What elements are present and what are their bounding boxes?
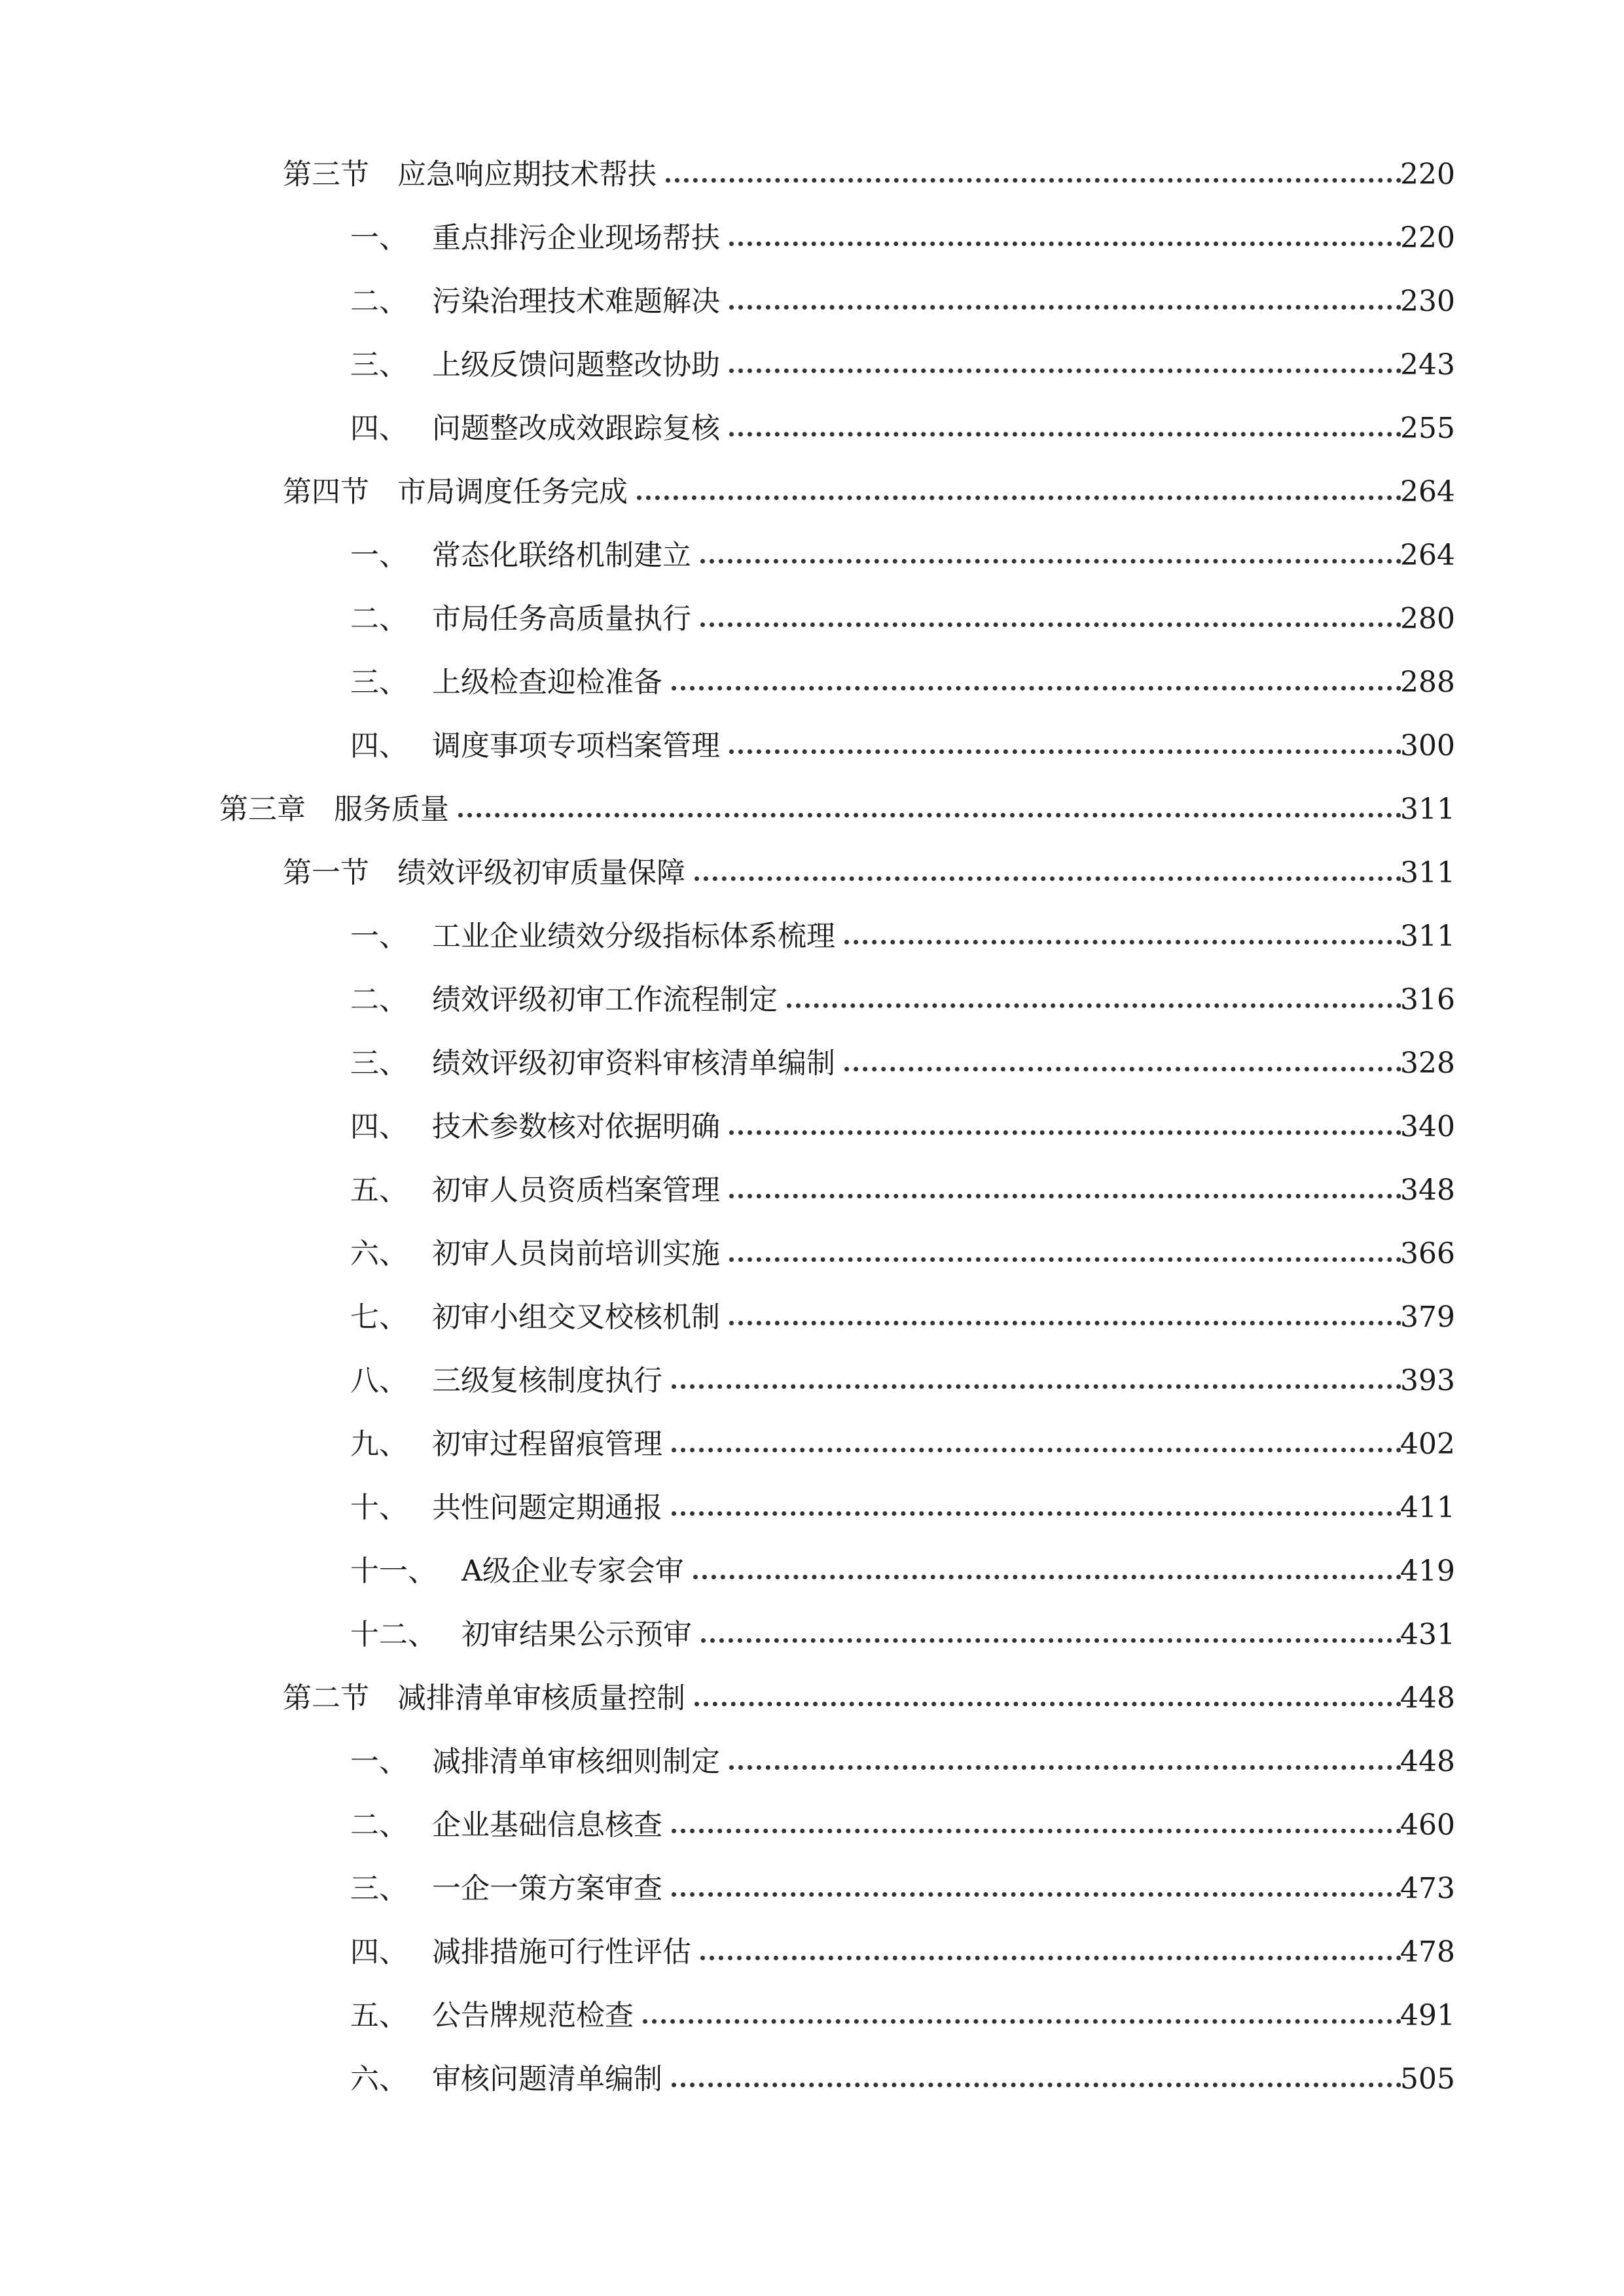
toc-dot-leader [672, 1384, 1401, 1389]
toc-dot-leader [672, 2083, 1401, 2087]
toc-entry-number: 第四节 [283, 475, 369, 509]
toc-entry-page-number: 348 [1400, 1173, 1455, 1207]
toc-entry-item[interactable] [0, 1158, 1624, 1222]
toc-entry-section[interactable] [0, 143, 1624, 206]
toc-entry-label: 初审过程留痕管理 [432, 1427, 662, 1461]
toc-entry-title [350, 1871, 662, 1905]
toc-entry-label: 减排清单审核细则制定 [432, 1744, 720, 1778]
toc-entry-page-number: 448 [1400, 1681, 1455, 1715]
toc-entry-number: 一、 [350, 1744, 408, 1778]
toc-dot-leader [729, 368, 1401, 373]
toc-entry-number: 九、 [350, 1427, 408, 1461]
toc-entry-page-number: 230 [1400, 284, 1455, 318]
toc-entry-title [350, 1935, 691, 1969]
toc-entry-page-number: 311 [1400, 792, 1455, 826]
toc-entry-page-number: 280 [1400, 601, 1455, 636]
toc-entry-label: 上级检查迎检准备 [432, 665, 662, 699]
toc-entry-title [350, 1490, 662, 1524]
toc-entry-item[interactable] [0, 1285, 1624, 1349]
toc-entry-title [350, 1046, 835, 1080]
toc-entry-number: 第三节 [283, 157, 369, 191]
toc-entry-label: 绩效评级初审资料审核清单编制 [432, 1046, 835, 1080]
toc-entry-title [350, 1808, 662, 1842]
toc-dot-leader [666, 178, 1401, 183]
toc-entry-page-number: 473 [1400, 1871, 1455, 1905]
toc-entry-page-number: 411 [1400, 1490, 1455, 1524]
toc-entry-label: 三级复核制度执行 [432, 1363, 662, 1397]
toc-entry-title [219, 792, 449, 826]
toc-entry-title [350, 1236, 720, 1270]
toc-entry-number: 六、 [350, 2062, 408, 2096]
toc-entry-page-number: 288 [1400, 665, 1455, 699]
toc-entry-number: 四、 [350, 1935, 408, 1969]
toc-entry-item[interactable] [0, 333, 1624, 397]
toc-entry-number: 八、 [350, 1363, 408, 1397]
toc-dot-leader [672, 686, 1401, 691]
toc-entry-title [350, 221, 720, 255]
toc-entry-title [350, 1109, 720, 1143]
table-of-contents [0, 143, 1624, 2111]
toc-entry-item[interactable] [0, 1603, 1624, 1666]
toc-entry-label: 服务质量 [334, 792, 449, 826]
toc-dot-leader [700, 559, 1401, 564]
toc-entry-title [350, 1554, 684, 1588]
toc-entry-title [350, 665, 662, 699]
toc-entry-item[interactable] [0, 1793, 1624, 1857]
toc-entry-label: 调度事项专项档案管理 [432, 728, 720, 762]
toc-dot-leader [700, 622, 1401, 627]
toc-entry-number: 三、 [350, 348, 408, 382]
toc-dot-leader [844, 1067, 1401, 1071]
toc-entry-title [350, 1173, 720, 1207]
toc-entry-number: 五、 [350, 1998, 408, 2032]
toc-entry-label: 审核问题清单编制 [432, 2062, 662, 2096]
toc-dot-leader [729, 1765, 1401, 1770]
toc-entry-number: 三、 [350, 1871, 408, 1905]
toc-entry-page-number: 220 [1400, 221, 1455, 255]
toc-entry-item[interactable] [0, 1857, 1624, 1920]
toc-entry-item[interactable] [0, 1476, 1624, 1539]
toc-dot-leader [458, 813, 1401, 817]
toc-entry-chapter[interactable] [0, 778, 1624, 841]
toc-entry-item[interactable] [0, 1539, 1624, 1603]
toc-entry-label: 问题整改成效跟踪复核 [432, 411, 720, 445]
toc-entry-label: 工业企业绩效分级指标体系梳理 [432, 919, 835, 953]
toc-entry-title [350, 1998, 634, 2032]
toc-entry-label: 重点排污企业现场帮扶 [432, 221, 720, 255]
toc-entry-number: 三、 [350, 1046, 408, 1080]
toc-entry-title [350, 1300, 720, 1334]
toc-entry-title [350, 919, 835, 953]
toc-entry-title [350, 348, 720, 382]
toc-entry-number: 五、 [350, 1173, 408, 1207]
toc-entry-page-number: 340 [1400, 1109, 1455, 1143]
toc-entry-label: A级企业专家会审 [461, 1554, 684, 1588]
toc-entry-number: 一、 [350, 221, 408, 255]
toc-dot-leader [729, 242, 1401, 246]
toc-entry-title [283, 1681, 685, 1715]
toc-entry-section[interactable] [0, 1666, 1624, 1730]
toc-entry-page-number: 448 [1400, 1744, 1455, 1778]
toc-dot-leader [672, 1829, 1401, 1833]
toc-entry-number: 第一节 [283, 855, 369, 889]
toc-entry-item[interactable] [0, 1349, 1624, 1412]
toc-entry-number: 第二节 [283, 1681, 369, 1715]
toc-entry-page-number: 393 [1400, 1363, 1455, 1397]
toc-entry-item[interactable] [0, 905, 1624, 968]
toc-entry-item[interactable] [0, 397, 1624, 460]
toc-entry-title [283, 855, 685, 889]
toc-entry-label: 共性问题定期通报 [432, 1490, 662, 1524]
toc-entry-page-number: 220 [1400, 157, 1455, 191]
toc-dot-leader [729, 749, 1401, 754]
toc-entry-section[interactable] [0, 460, 1624, 524]
toc-entry-page-number: 255 [1400, 411, 1455, 445]
toc-entry-label: 初审结果公示预审 [461, 1617, 692, 1651]
toc-dot-leader [693, 1575, 1401, 1579]
toc-entry-label: 市局任务高质量执行 [432, 601, 691, 636]
toc-entry-item[interactable] [0, 968, 1624, 1031]
toc-entry-label: 初审人员岗前培训实施 [432, 1236, 720, 1270]
toc-entry-title [350, 1744, 720, 1778]
toc-dot-leader [787, 1003, 1401, 1008]
toc-entry-number: 十一、 [350, 1554, 437, 1588]
toc-entry-title [350, 728, 720, 762]
toc-entry-number: 四、 [350, 1109, 408, 1143]
toc-entry-page-number: 311 [1400, 919, 1455, 953]
toc-entry-item[interactable] [0, 524, 1624, 587]
toc-entry-title [350, 284, 720, 318]
toc-entry-page-number: 431 [1400, 1617, 1455, 1651]
toc-entry-page-number: 402 [1400, 1427, 1455, 1461]
toc-entry-item[interactable] [0, 1730, 1624, 1793]
toc-entry-label: 减排清单审核质量控制 [397, 1681, 685, 1715]
toc-entry-number: 第三章 [219, 792, 306, 826]
toc-entry-number: 二、 [350, 1808, 408, 1842]
toc-entry-title [350, 2062, 662, 2096]
toc-dot-leader [729, 1130, 1401, 1135]
toc-dot-leader [637, 495, 1401, 500]
toc-entry-label: 初审人员资质档案管理 [432, 1173, 720, 1207]
toc-entry-label: 绩效评级初审质量保障 [397, 855, 685, 889]
toc-entry-label: 市局调度任务完成 [397, 475, 628, 509]
toc-entry-title [350, 1617, 692, 1651]
toc-entry-page-number: 505 [1400, 2062, 1455, 2096]
toc-dot-leader [672, 1511, 1401, 1516]
toc-entry-title [350, 982, 778, 1016]
toc-dot-leader [672, 1892, 1401, 1897]
toc-entry-number: 一、 [350, 538, 408, 572]
toc-entry-label: 应急响应期技术帮扶 [397, 157, 657, 191]
toc-entry-item[interactable] [0, 1920, 1624, 1984]
toc-entry-item[interactable] [0, 1222, 1624, 1285]
toc-dot-leader [729, 1194, 1401, 1198]
toc-entry-number: 二、 [350, 284, 408, 318]
toc-entry-item[interactable] [0, 651, 1624, 714]
toc-entry-item[interactable] [0, 1095, 1624, 1158]
toc-entry-page-number: 379 [1400, 1300, 1455, 1334]
toc-entry-title [350, 411, 720, 445]
toc-entry-item[interactable] [0, 1031, 1624, 1095]
toc-entry-label: 公告牌规范检查 [432, 1998, 634, 2032]
toc-entry-number: 二、 [350, 601, 408, 636]
toc-entry-title [283, 475, 628, 509]
toc-dot-leader [695, 1702, 1401, 1706]
toc-entry-page-number: 460 [1400, 1808, 1455, 1842]
toc-entry-page-number: 264 [1400, 538, 1455, 572]
toc-entry-page-number: 300 [1400, 728, 1455, 762]
toc-entry-item[interactable] [0, 1412, 1624, 1476]
toc-entry-title [283, 157, 657, 191]
toc-entry-label: 初审小组交叉校核机制 [432, 1300, 720, 1334]
toc-entry-item[interactable] [0, 206, 1624, 270]
toc-entry-number: 十二、 [350, 1617, 437, 1651]
toc-entry-number: 二、 [350, 982, 408, 1016]
toc-entry-item[interactable] [0, 2047, 1624, 2111]
toc-entry-page-number: 491 [1400, 1998, 1455, 2032]
toc-entry-section[interactable] [0, 841, 1624, 905]
toc-entry-number: 六、 [350, 1236, 408, 1270]
toc-entry-number: 十、 [350, 1490, 408, 1524]
toc-entry-item[interactable] [0, 270, 1624, 333]
toc-dot-leader [729, 305, 1401, 310]
toc-entry-title [350, 538, 691, 572]
toc-entry-item[interactable] [0, 587, 1624, 651]
toc-dot-leader [701, 1638, 1401, 1643]
toc-entry-page-number: 478 [1400, 1935, 1455, 1969]
toc-entry-item[interactable] [0, 1984, 1624, 2047]
toc-entry-page-number: 328 [1400, 1046, 1455, 1080]
toc-entry-item[interactable] [0, 714, 1624, 778]
toc-dot-leader [729, 432, 1401, 437]
toc-entry-label: 技术参数核对依据明确 [432, 1109, 720, 1143]
toc-entry-title [350, 601, 691, 636]
toc-entry-number: 四、 [350, 728, 408, 762]
toc-entry-page-number: 311 [1400, 855, 1455, 889]
toc-entry-number: 三、 [350, 665, 408, 699]
toc-entry-label: 污染治理技术难题解决 [432, 284, 720, 318]
toc-dot-leader [672, 1448, 1401, 1452]
toc-entry-label: 减排措施可行性评估 [432, 1935, 691, 1969]
toc-entry-page-number: 243 [1400, 348, 1455, 382]
toc-dot-leader [844, 940, 1401, 944]
toc-entry-number: 七、 [350, 1300, 408, 1334]
toc-entry-number: 四、 [350, 411, 408, 445]
toc-entry-page-number: 316 [1400, 982, 1455, 1016]
toc-dot-leader [729, 1321, 1401, 1325]
toc-dot-leader [729, 1257, 1401, 1262]
toc-entry-label: 常态化联络机制建立 [432, 538, 691, 572]
toc-entry-label: 绩效评级初审工作流程制定 [432, 982, 778, 1016]
toc-entry-label: 一企一策方案审查 [432, 1871, 662, 1905]
toc-entry-title [350, 1363, 662, 1397]
toc-entry-page-number: 264 [1400, 475, 1455, 509]
toc-entry-title [350, 1427, 662, 1461]
toc-dot-leader [643, 2019, 1401, 2024]
toc-entry-page-number: 419 [1400, 1554, 1455, 1588]
toc-entry-number: 一、 [350, 919, 408, 953]
toc-entry-label: 上级反馈问题整改协助 [432, 348, 720, 382]
toc-dot-leader [695, 876, 1401, 881]
toc-dot-leader [700, 1956, 1401, 1960]
toc-entry-label: 企业基础信息核查 [432, 1808, 662, 1842]
toc-entry-page-number: 366 [1400, 1236, 1455, 1270]
